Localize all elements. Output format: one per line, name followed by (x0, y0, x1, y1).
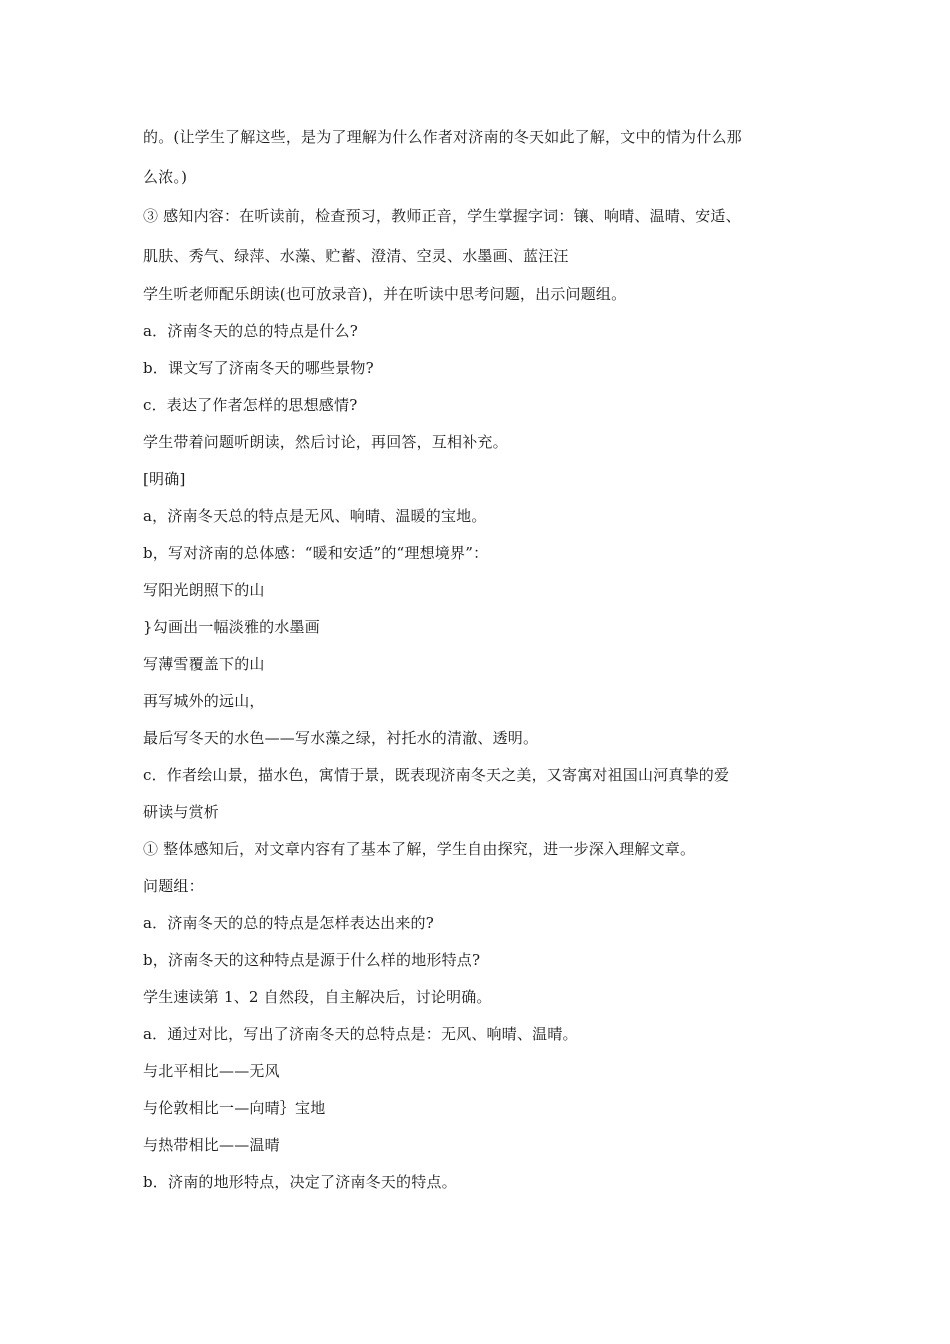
paragraph-line: 写阳光朗照下的山 (143, 581, 265, 599)
paragraph-line: 的。(让学生了解这些，是为了理解为什么作者对济南的冬天如此了解，文中的情为什么那 (143, 128, 742, 146)
paragraph-line: 问题组： (143, 877, 204, 895)
question-item: a．济南冬天的总的特点是怎样表达出来的? (143, 914, 434, 932)
answer-item: b．济南的地形特点，决定了济南冬天的特点。 (143, 1173, 457, 1191)
paragraph-line: 最后写冬天的水色——写水藻之绿，衬托水的清澈、透明。 (143, 729, 539, 747)
paragraph-line: 与热带相比——温晴 (143, 1136, 280, 1154)
question-item: b，济南冬天的这种特点是源于什么样的地形特点? (143, 951, 481, 969)
section-label: [明确] (143, 470, 186, 488)
paragraph-line: 学生带着问题听朗读，然后讨论，再回答，互相补充。 (143, 433, 508, 451)
question-item: b．课文写了济南冬天的哪些景物? (143, 359, 374, 377)
answer-item: c．作者绘山景，描水色，寓情于景，既表现济南冬天之美，又寄寓对祖国山河真挚的爱 (143, 766, 730, 784)
answer-item: b，写对济南的总体感：“暖和安适”的“理想境界”： (143, 544, 489, 562)
answer-item: a．通过对比，写出了济南冬天的总特点是：无风、响晴、温晴。 (143, 1025, 578, 1043)
paragraph-line: 与北平相比——无风 (143, 1062, 280, 1080)
section-heading: 研读与赏析 (143, 803, 220, 821)
paragraph-line: 与伦敦相比一—向晴｝宝地 (143, 1099, 326, 1117)
paragraph-line: 再写城外的远山， (143, 692, 265, 710)
paragraph-line: 学生听老师配乐朗读(也可放录音)，并在听读中思考问题，出示问题组。 (143, 285, 627, 303)
paragraph-line: ① 整体感知后，对文章内容有了基本了解，学生自由探究，进一步深入理解文章。 (143, 840, 696, 858)
paragraph-line: 肌肤、秀气、绿萍、水藻、贮蓄、澄清、空灵、水墨画、蓝汪汪 (143, 247, 569, 265)
paragraph-line: 学生速读第 1、2 自然段，自主解决后，讨论明确。 (143, 988, 492, 1006)
answer-item: a，济南冬天总的特点是无风、响晴、温暖的宝地。 (143, 507, 487, 525)
question-item: a．济南冬天的总的特点是什么? (143, 322, 358, 340)
paragraph-line: }勾画出一幅淡雅的水墨画 (143, 618, 320, 636)
paragraph-line: ③ 感知内容：在听读前，检查预习，教师正音，学生掌握字词：镶、响晴、温晴、安适、 (143, 207, 741, 225)
paragraph-line: 么浓。) (143, 168, 188, 186)
question-item: c．表达了作者怎样的思想感情? (143, 396, 358, 414)
paragraph-line: 写薄雪覆盖下的山 (143, 655, 265, 673)
